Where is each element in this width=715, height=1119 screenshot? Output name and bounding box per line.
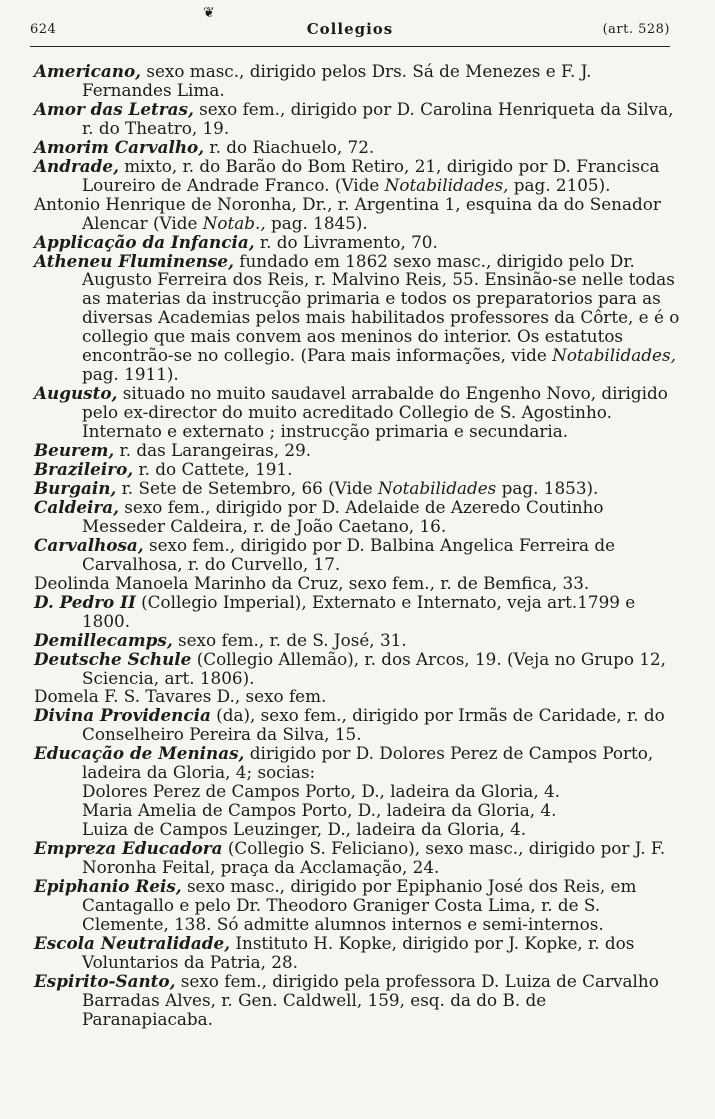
entry-name: Augusto, <box>34 383 118 404</box>
header-rule <box>30 46 670 47</box>
list-item <box>34 593 682 631</box>
entry-name: Andrade, <box>34 155 119 176</box>
entry-text: pag. 1845). <box>265 212 368 233</box>
list-item <box>34 100 682 138</box>
list-item <box>34 972 682 1029</box>
list-item <box>34 687 682 706</box>
entry-text: situado no muito saudavel arrabalde do Engenho Novo, dirigido pelo ex-director do muito acreditado Collegio de S. Agostinho. Internato e externato ; instrucção primaria e secundaria. <box>82 383 668 442</box>
entry-name: Escola Neutralidade, <box>34 932 231 953</box>
entry-text: pag. 1911). <box>82 364 179 385</box>
entry-text: Domela F. S. Tavares D., sexo fem. <box>34 686 327 707</box>
socia-line: Dolores Perez de Campos Porto, D., ladeira da Gloria, 4. <box>82 781 560 802</box>
list-item <box>34 498 682 536</box>
list-item <box>34 384 682 441</box>
list-item <box>34 233 682 252</box>
entry-text: fundado em 1862 sexo masc., dirigido pelo Dr. Augusto Ferreira dos Reis, r. Malvino Reis, 55. Ensinão-se nelle todas as materias da instrucção primaria e todos os preparatorios para as diversas Academias pelos mais habilitados professores da Côrte, e é o collegio que mais convem aos meninos do interior. Os estatutos encontrão-se no collegio. (Para mais informações, vide <box>82 250 680 366</box>
list-item <box>34 706 682 744</box>
list-item <box>34 441 682 460</box>
entry-reference: Notabilidades, <box>552 345 676 366</box>
entry-name: Carvalhosa, <box>34 534 144 555</box>
list-item <box>34 839 682 877</box>
entry-name: Divina Providencia <box>34 705 211 726</box>
entry-text: (Collegio Allemão), r. dos Arcos, 19. (Veja no Grupo 12, Sciencia, art. 1806). <box>82 648 666 688</box>
entry-text: r. do Riachuelo, 72. <box>204 136 375 157</box>
entry-name: Espirito-Santo, <box>34 970 176 991</box>
socia-line: Maria Amelia de Campos Porto, D., ladeira da Gloria, 4. <box>82 800 557 821</box>
entry-text: sexo masc., dirigido pelos Drs. Sá de Menezes e F. J. Fernandes Lima. <box>82 61 592 100</box>
entry-text: dirigido por D. Dolores Perez de Campos Porto, ladeira da Gloria, 4; socias: <box>82 743 654 783</box>
entry-name: Epiphanio Reis, <box>34 875 182 896</box>
entry-name: D. Pedro II <box>34 591 136 612</box>
entry-text: r. das Larangeiras, 29. <box>114 440 312 461</box>
entry-text: (Collegio Imperial), Externato e Internato, veja art.1799 e 1800. <box>82 591 636 631</box>
list-item <box>34 479 682 498</box>
list-item <box>34 62 682 100</box>
entry-name: Deutsche Schule <box>34 648 192 669</box>
entry-name: Atheneu Fluminense, <box>34 250 234 271</box>
entry-name: Applicação da Infancia, <box>34 231 255 252</box>
fleuron-icon: ❦ <box>203 5 215 21</box>
list-item <box>34 631 682 650</box>
entry-name: Amor das Letras, <box>34 98 194 119</box>
entry-text: (da), sexo fem., dirigido por Irmãs de Caridade, r. do Conselheiro Pereira da Silva, 15. <box>82 705 665 745</box>
entry-text: pag. 1853). <box>496 477 599 498</box>
entry-name: Americano, <box>34 61 141 81</box>
entry-name: Demillecamps, <box>34 629 173 650</box>
entry-name: Amorim Carvalho, <box>34 136 205 157</box>
entry-list <box>34 62 682 1029</box>
entry-text: r. Sete de Setembro, 66 (Vide <box>116 477 378 498</box>
entry-name: Beurem, <box>34 440 115 461</box>
entry-reference: Notab., <box>202 212 266 233</box>
entry-text: sexo fem., dirigido por D. Adelaide de Azeredo Coutinho Messeder Caldeira, r. de João Caetano, 16. <box>82 496 604 536</box>
list-item <box>34 934 682 972</box>
list-item <box>34 157 682 195</box>
entry-text: pag. 2105). <box>508 174 611 195</box>
entry-text: r. do Cattete, 191. <box>133 459 293 480</box>
entry-name: Burgain, <box>34 477 117 498</box>
entry-text: mixto, r. do Barão do Bom Retiro, 21, dirigido por D. Francisca Loureiro de Andrade Franco. (Vide <box>82 155 660 195</box>
entry-text: sexo masc., dirigido por Epiphanio José dos Reis, em Cantagallo e pelo Dr. Theodoro Graniger Costa Lima, r. de S. Clemente, 138. Só admitte alumnos internos e semi-internos. <box>82 875 637 934</box>
list-item <box>34 195 682 233</box>
entry-text: r. do Livramento, 70. <box>254 231 438 252</box>
list-item <box>34 744 682 782</box>
socia-line: Luiza de Campos Leuzinger, D., ladeira da Gloria, 4. <box>82 819 527 840</box>
list-item <box>34 650 682 688</box>
article-reference: (art. 528) <box>602 22 670 37</box>
entry-name: Educação de Meninas, <box>34 743 245 764</box>
entry-text: Antonio Henrique de Noronha, Dr., r. Argentina 1, esquina da do Senador Alencar (Vide <box>34 193 661 233</box>
entry-text: (Collegio S. Feliciano), sexo masc., dirigido por J. F. Noronha Feital, praça da Acclamação, 24. <box>82 838 666 878</box>
list-item <box>34 574 682 593</box>
entry-name: Caldeira, <box>34 496 119 517</box>
entry-text: sexo fem., dirigido por D. Balbina Angelica Ferreira de Carvalhosa, r. do Curvello, 17. <box>82 534 616 574</box>
list-item <box>34 460 682 479</box>
list-item <box>34 877 682 934</box>
list-item <box>34 536 682 574</box>
entry-text: sexo fem., dirigido pela professora D. Luiza de Carvalho Barradas Alves, r. Gen. Caldwell, 159, esq. da do B. de Paranapiacaba. <box>82 970 659 1029</box>
list-item <box>34 252 682 385</box>
entry-reference: Notabilidades, <box>384 174 509 195</box>
entry-text: sexo fem., dirigido por D. Carolina Henriqueta da Silva, r. do Theatro, 19. <box>82 98 674 138</box>
page-title: Collegios <box>306 20 394 38</box>
page-header <box>30 22 670 42</box>
entry-text: Instituto H. Kopke, dirigido por J. Kopke, r. dos Voluntarios da Patria, 28. <box>82 932 635 972</box>
entry-reference: Notabilidades <box>377 477 497 498</box>
entry-name: Brazileiro, <box>34 459 134 480</box>
entry-text: Deolinda Manoela Marinho da Cruz, sexo fem., r. de Bemfica, 33. <box>34 572 590 593</box>
page-number: 624 <box>30 22 57 37</box>
entry-name: Empreza Educadora <box>34 838 223 859</box>
entry-text: sexo fem., r. de S. José, 31. <box>172 629 407 650</box>
list-item <box>34 138 682 157</box>
